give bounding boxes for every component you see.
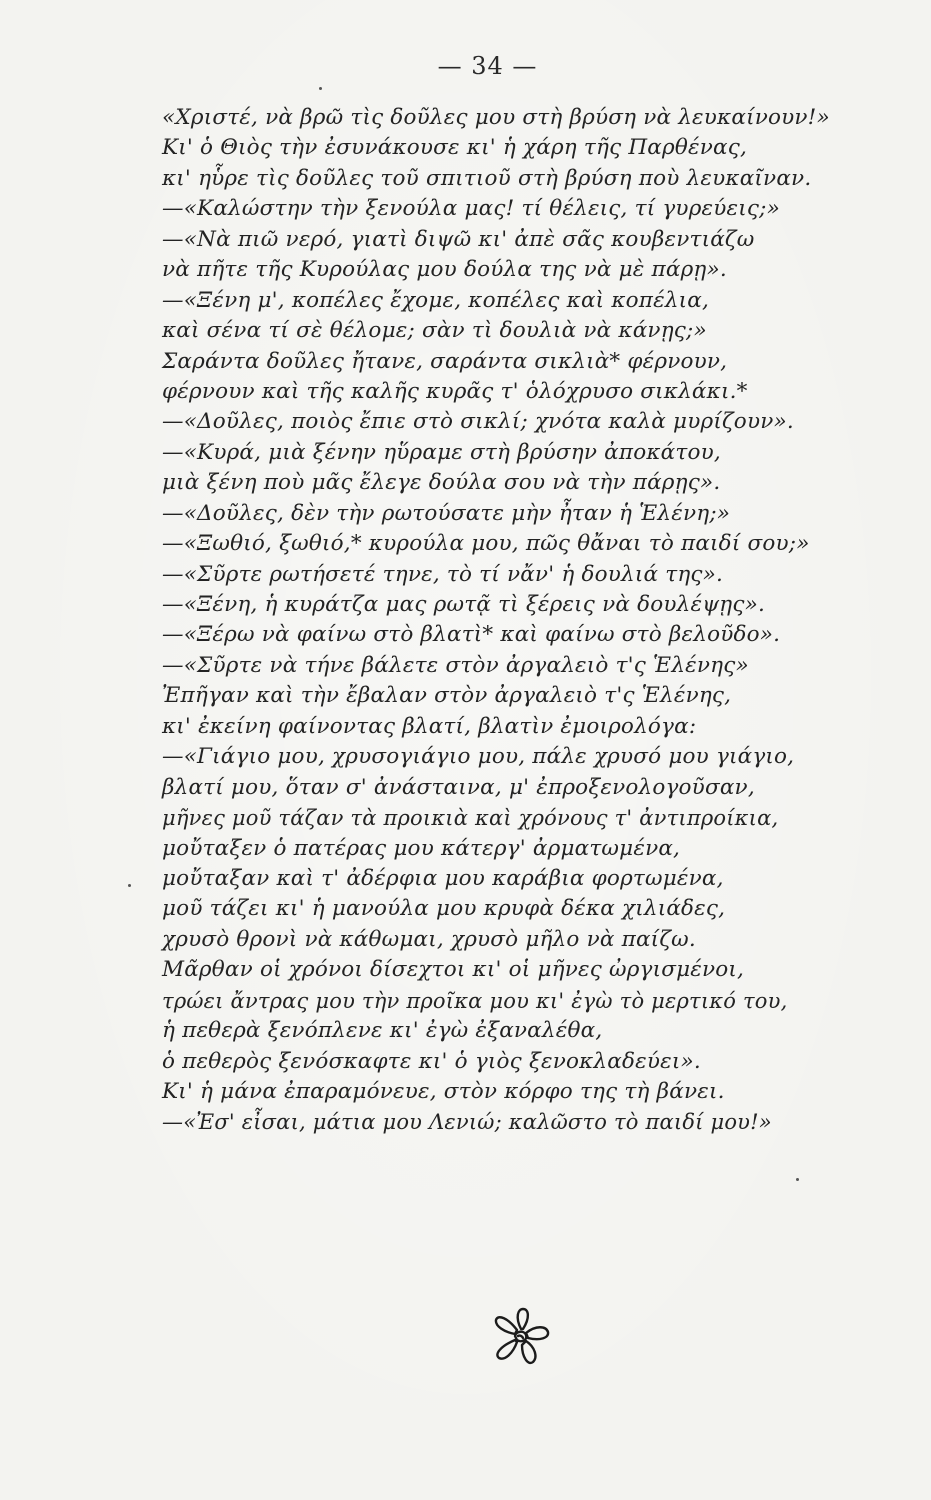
poem-line: —«Ξένη μ', κοπέλες ἔχομε, κοπέλες καὶ κοπέλια,: [162, 287, 710, 313]
poem-line: Κι' ἡ μάνα ἐπαραμόνευε, στὸν κόρφο της τὴ βάνει.: [162, 1079, 725, 1104]
poem-line: Κι' ὁ Θιὸς τὴν ἐσυνάκουσε κι' ἡ χάρη τῆς Παρθένας,: [162, 135, 747, 161]
poem-line: —«Κυρά, μιὰ ξένην ηὕραμε στὴ βρύσην ἀποκάτου,: [162, 439, 721, 465]
poem-line: —«Δοῦλες, ποιὸς ἔπιε στὸ σικλί; χνότα καλὰ μυρίζουν».: [162, 409, 794, 435]
poem-text: [162, 103, 882, 1138]
poem-line: ἡ πεθερὰ ξενόπλενε κι' ἐγὼ ἐξαναλέθα,: [162, 1018, 603, 1044]
poem-line: ὁ πεθερὸς ξενόσκαφτε κι' ὁ γιὸς ξενοκλαδεύει».: [162, 1048, 701, 1074]
poem-line: νὰ πῆτε τῆς Κυρούλας μου δούλα της νὰ μὲ πάρῃ».: [162, 257, 727, 283]
print-speck: [796, 1178, 799, 1181]
poem-line: —«Σῦρτε ρωτήσετέ τηνε, τὸ τί νἄν' ἡ δουλιά της».: [162, 561, 724, 587]
poem-line: —«Καλώστην τὴν ξενούλα μας! τί θέλεις, τί γυρεύεις;»: [162, 196, 780, 222]
poem-line: κι' ηὗρε τὶς δοῦλες τοῦ σπιτιοῦ στὴ βρύση ποὺ λευκαῖναν.: [162, 165, 812, 191]
poem-line: «Χριστέ, νὰ βρῶ τὶς δοῦλες μου στὴ βρύση νὰ λευκαίνουν!»: [162, 105, 830, 130]
poem-line: Ἐπῆγαν καὶ τὴν ἔβαλαν στὸν ἀργαλειὸ τ'ς Ἑλένης,: [162, 683, 732, 709]
poem-line: Σαράντα δοῦλες ἤτανε, σαράντα σικλιὰ* φέρνουν,: [162, 348, 728, 374]
poem-line: κι' ἐκείνη φαίνοντας βλατί, βλατὶν ἐμοιρολόγα:: [162, 713, 697, 739]
poem-line: —«Ξωθιό, ξωθιό,* κυρούλα μου, πῶς θἄναι τὸ παιδί σου;»: [162, 531, 810, 557]
poem-line: —«Νὰ πιῶ νερό, γιατὶ διψῶ κι' ἀπὲ σᾶς κουβεντιάζω: [162, 226, 755, 252]
print-speck: [128, 884, 131, 887]
poem-line: —«Σῦρτε νὰ τήνε βάλετε στὸν ἀργαλειὸ τ'ς Ἑλένης»: [162, 652, 749, 678]
print-speck: [319, 87, 322, 90]
flower-ornament-icon: [488, 1305, 554, 1371]
poem-line: καὶ σένα τί σὲ θέλομε; σὰν τὶ δουλιὰ νὰ κάνῃς;»: [162, 318, 707, 344]
poem-line: μῆνες μοῦ τάζαν τὰ προικιὰ καὶ χρόνους τ' ἀντιπροίκια,: [162, 806, 779, 831]
poem-line: —«Ἐσ' εἶσαι, μάτια μου Λενιώ; καλῶστο τὸ παιδί μου!»: [162, 1110, 772, 1135]
poem-line: —«Δοῦλες, δὲν τὴν ρωτούσατε μὴν ἦταν ἡ Ἑλένη;»: [162, 500, 731, 526]
page-number: — 34 —: [437, 52, 538, 80]
poem-line: μιὰ ξένη ποὺ μᾶς ἔλεγε δούλα σου νὰ τὴν πάρῃς».: [162, 470, 721, 496]
poem-line: χρυσὸ θρονὶ νὰ κάθωμαι, χρυσὸ μῆλο νὰ παίζω.: [162, 926, 696, 952]
poem-line: βλατί μου, ὅταν σ' ἀνάσταινα, μ' ἐπροξενολογοῦσαν,: [162, 774, 755, 800]
poem-line: μοὔταξεν ὁ πατέρας μου κάτεργ' ἀρματωμένα,: [162, 835, 681, 861]
poem-line: —«Ξένη, ἡ κυράτζα μας ρωτᾷ τὶ ξέρεις νὰ δουλέψῃς».: [162, 592, 766, 617]
poem-line: φέρνουν καὶ τῆς καλῆς κυρᾶς τ' ὁλόχρυσο σικλάκι.*: [162, 378, 748, 404]
poem-line: μοῦ τάζει κι' ἡ μανούλα μου κρυφὰ δέκα χιλιάδες,: [162, 896, 726, 922]
poem-line: —«Ξέρω νὰ φαίνω στὸ βλατὶ* καὶ φαίνω στὸ βελοῦδο».: [162, 622, 781, 648]
poem-line: μοὔταξαν καὶ τ' ἀδέρφια μου καράβια φορτωμένα,: [162, 865, 724, 891]
poem-line: τρώει ἄντρας μου τὴν προῖκα μου κι' ἐγὼ τὸ μερτικό του,: [162, 988, 788, 1013]
poem-line: Μᾶρθαν οἱ χρόνοι δίσεχτοι κι' οἱ μῆνες ὠργισμένοι,: [162, 957, 745, 983]
poem-line: —«Γιάγιο μου, χρυσογιάγιο μου, πάλε χρυσό μου γιάγιο,: [162, 744, 795, 770]
